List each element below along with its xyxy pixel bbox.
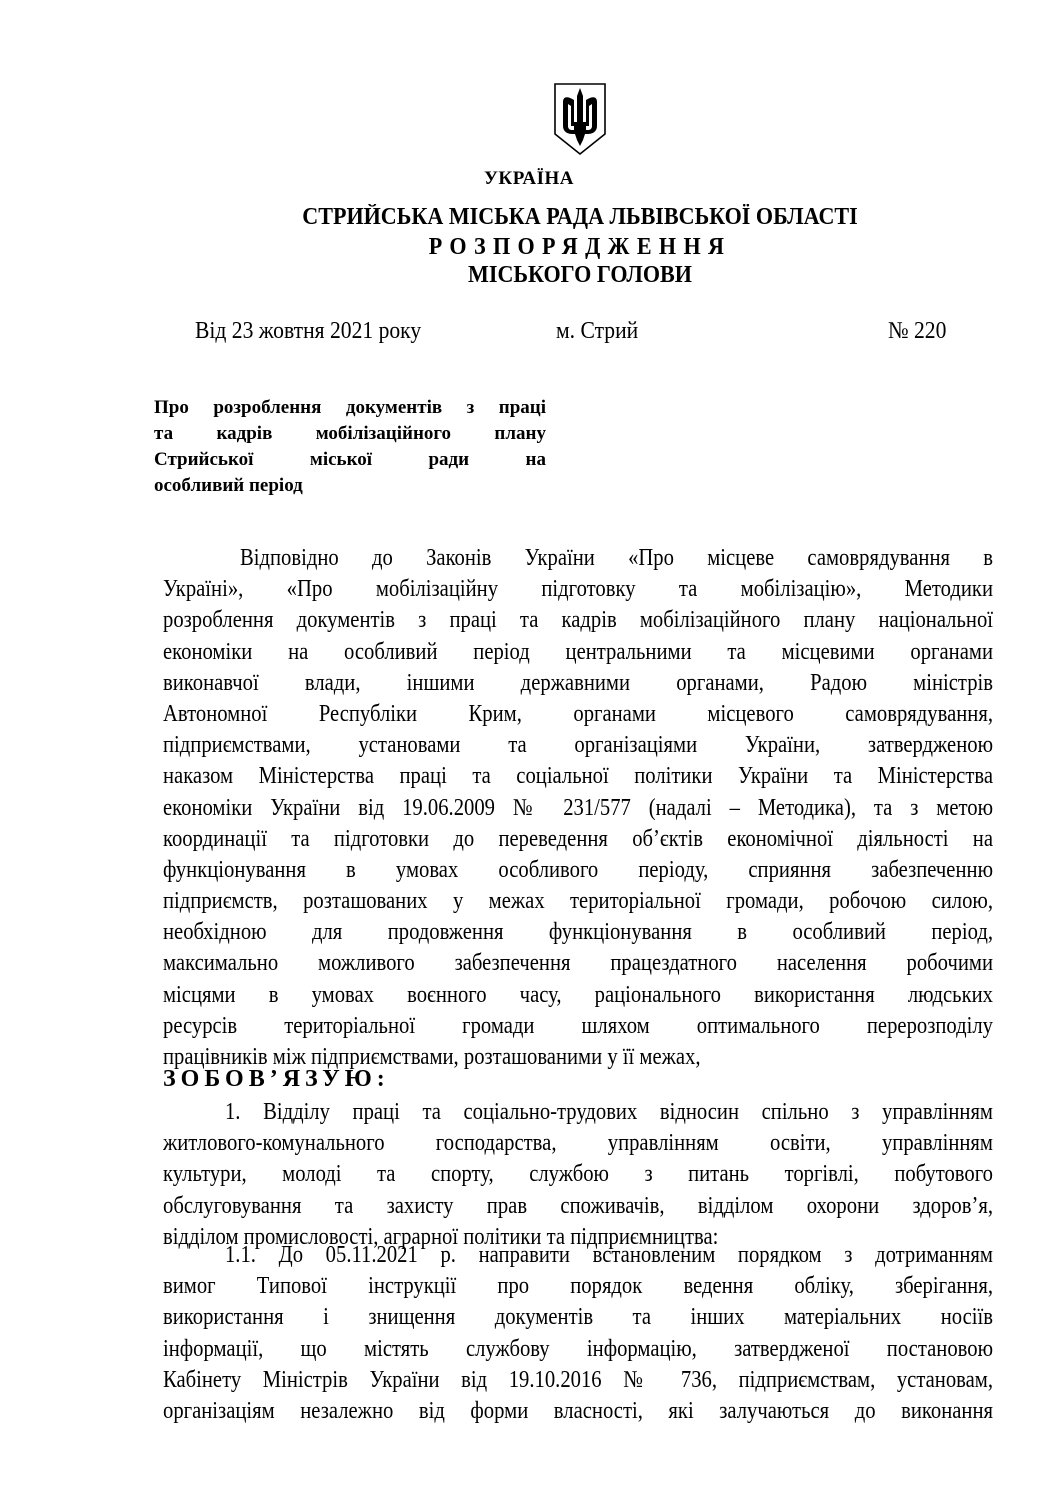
text-line: економіки України від 19.06.2009 № 231/577 (надалі – Методика), та з метою bbox=[163, 794, 993, 821]
subject-line: Стрийської міської ради на bbox=[154, 449, 546, 470]
document-city: м. Стрий bbox=[556, 318, 639, 344]
text-line: підприємствами, установами та організаціями України, затвердженою bbox=[163, 732, 993, 759]
subject-line: Про розроблення документів з праці bbox=[154, 397, 546, 418]
text-line: інформації, що містять службову інформацію, затвердженої постановою bbox=[163, 1335, 993, 1362]
trident-emblem-icon bbox=[552, 82, 608, 156]
text-line: Відповідно до Законів України «Про місцеве самоврядування в bbox=[239, 545, 993, 571]
document-number: № 220 bbox=[888, 318, 947, 344]
document-date: Від 23 жовтня 2021 року bbox=[195, 318, 422, 344]
issuer-title: МІСЬКОГО ГОЛОВИ bbox=[468, 262, 692, 288]
text-line: координації та підготовки до переведення об’єктів економічної діяльності на bbox=[163, 825, 993, 852]
text-line: культури, молоді та спорту, службою з питань торгівлі, побутового bbox=[163, 1161, 993, 1188]
subject-line: та кадрів мобілізаційного плану bbox=[154, 423, 546, 444]
text-line: функціонування в умовах особливого періоду, сприяння забезпеченню bbox=[163, 856, 993, 883]
text-line: використання і знищення документів та інших матеріальних носіїв bbox=[163, 1304, 993, 1331]
text-line: працівників між підприємствами, розташованими у її межах, bbox=[163, 1044, 701, 1070]
text-line: підприємств, розташованих у межах територіальної громади, робочою силою, bbox=[163, 888, 993, 915]
document-type: РОЗПОРЯДЖЕННЯ bbox=[428, 234, 732, 260]
item-1-1-paragraph bbox=[163, 1240, 993, 1427]
text-line: Україні», «Про мобілізаційну підготовку та мобілізацію», Методики bbox=[163, 576, 993, 603]
text-line: розроблення документів з праці та кадрів мобілізаційного плану національної bbox=[163, 607, 993, 634]
subject-line: особливий період bbox=[154, 475, 303, 496]
text-line: вимог Типової інструкції про порядок ведення обліку, зберігання, bbox=[163, 1273, 993, 1300]
document-subject bbox=[154, 395, 546, 499]
preamble-paragraph bbox=[163, 543, 993, 1073]
text-line: організаціям незалежно від форми власності, які залучаються до виконання bbox=[163, 1397, 993, 1424]
council-name: СТРИЙСЬКА МІСЬКА РАДА ЛЬВІВСЬКОЇ ОБЛАСТІ bbox=[302, 204, 858, 230]
text-line: ресурсів територіальної громади шляхом оптимального перерозподілу bbox=[163, 1012, 993, 1039]
text-line: обслуговування та захисту прав споживачів, відділом охорони здоров’я, bbox=[163, 1192, 993, 1219]
text-line: місцями в умовах воєнного часу, раціонального використання людських bbox=[163, 981, 993, 1008]
text-line: виконавчої влади, іншими державними органами, Радою міністрів bbox=[163, 669, 993, 696]
text-line: Автономної Республіки Крим, органами місцевого самоврядування, bbox=[163, 700, 993, 727]
text-line: максимально можливого забезпечення працездатного населення робочими bbox=[163, 950, 993, 977]
item-1-paragraph bbox=[163, 1097, 993, 1253]
text-line: 1.1. До 05.11.2021 р. направити встановленим порядком з дотриманням bbox=[224, 1242, 993, 1268]
text-line: відділом промисловості, аграрної політики та підприємництва: bbox=[163, 1223, 719, 1250]
text-line: необхідною для продовження функціонування в особливий період, bbox=[163, 919, 993, 946]
text-line: 1. Відділу праці та соціально-трудових відносин спільно з управлінням bbox=[224, 1099, 993, 1125]
text-line: Кабінету Міністрів України від 19.10.2016 № 736, підприємствам, установам, bbox=[163, 1366, 993, 1393]
text-line: економіки на особливий період центральними та місцевими органами bbox=[163, 638, 993, 665]
country-name: УКРАЇНА bbox=[483, 168, 574, 189]
text-line: житлового-комунального господарства, управлінням освіти, управлінням bbox=[163, 1130, 993, 1157]
obligate-heading: ЗОБОВ’ЯЗУЮ: bbox=[163, 1066, 390, 1092]
text-line: наказом Міністерства праці та соціальної політики України та Міністерства bbox=[163, 763, 993, 790]
